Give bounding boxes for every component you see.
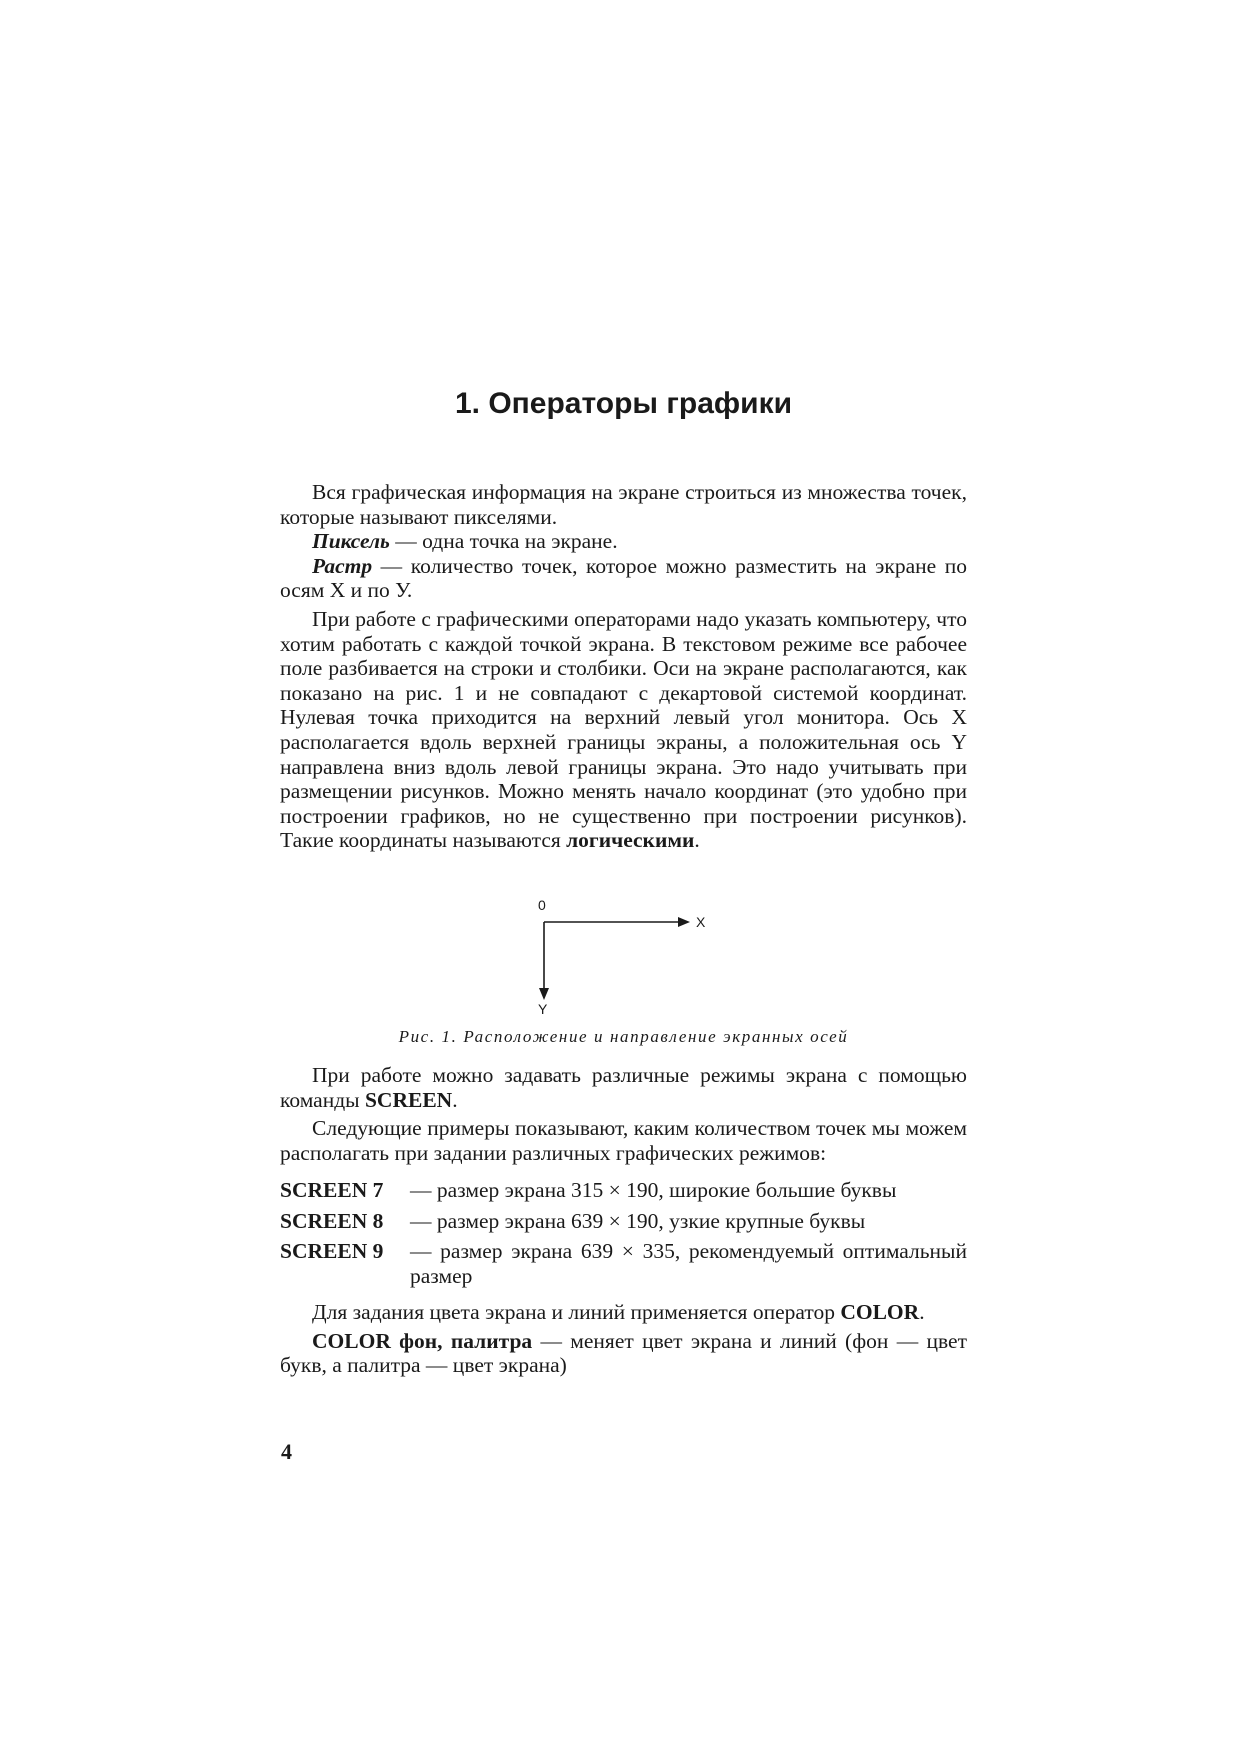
screen-intro-end: .	[452, 1087, 458, 1112]
axes-text-end: .	[694, 828, 700, 853]
axes-figure	[530, 898, 720, 1016]
origin-label: 0	[538, 897, 546, 913]
intro-paragraph: Вся графическая информация на экране строиться из множества точек, которые называют пикселями.	[280, 480, 967, 529]
screen-mode-desc: размер экрана 315 × 190, широкие большие буквы	[436, 1178, 897, 1202]
x-axis-label: X	[696, 914, 706, 930]
color-intro-end: .	[919, 1300, 925, 1324]
y-axis-arrowhead	[539, 988, 549, 1000]
screen-mode-desc: размер экрана 639 × 190, узкие крупные буквы	[436, 1208, 866, 1233]
color-intro-paragraph	[280, 1300, 967, 1325]
screen-mode-term: SCREEN 8	[280, 1208, 384, 1233]
screen-mode-item: SCREEN 9 — размер экрана 639 × 335, рекомендуемый оптимальный размер	[280, 1239, 968, 1288]
screen-intro-paragraph	[280, 1063, 967, 1112]
color-operator: COLOR	[840, 1300, 920, 1324]
screen-mode-term: SCREEN 9	[280, 1239, 384, 1264]
screen-command: SCREEN	[364, 1087, 453, 1112]
screen-mode-item: SCREEN 8 — размер экрана 639 × 190, узкие крупные буквы	[280, 1208, 866, 1233]
axes-text: При работе с графическими операторами надо указать компьютеру, что хотим работать с каждой точкой экрана. В текстовом режиме все рабочее поле разбивается на строки и столбики. Оси на экране располагаются, как показано на рис. 1 и не совпадают с декартовой системой координат. Нулевая точка приходится на верхний левый угол монитора. Ось Х располагается вдоль верхней границы экраны, а положительная ось Y направлена вниз вдоль левой границы экрана. Это надо учитывать при размещении рисунков. Можно менять начало координат (это удобно при построении графиков, но не существенно при построении рисунков). Такие координаты называются	[280, 606, 967, 853]
pixel-definition	[280, 529, 967, 554]
pixel-def-text: — одна точка на экране.	[389, 529, 618, 554]
raster-term: Растр	[312, 553, 373, 578]
raster-def-text: — количество точек, которое можно разместить на экране по осям Х и по У.	[280, 553, 967, 603]
x-axis-arrowhead	[678, 917, 690, 927]
chapter-title: 1. Операторы графики	[454, 387, 793, 420]
raster-definition	[280, 554, 967, 603]
color-intro-text: Для задания цвета экрана и линий применяется оператор	[312, 1300, 841, 1324]
intro-section	[280, 480, 967, 853]
screen-modes-list	[280, 1178, 967, 1294]
axes-diagram	[530, 898, 720, 1016]
color-syntax-desc: — меняет цвет экрана и линий (фон — цвет букв, а палитра — цвет экрана)	[280, 1328, 967, 1378]
figure-caption: Рис. 1. Расположение и направление экранных осей	[398, 1027, 849, 1046]
screen-examples-paragraph: Следующие примеры показывают, каким количеством точек мы можем располагать при задании различных графических режимов:	[280, 1116, 967, 1165]
axes-paragraph	[280, 607, 967, 853]
screen-mode-term: SCREEN 7	[280, 1178, 384, 1202]
screen-mode-desc: размер экрана 639 × 335, рекомендуемый оптимальный размер	[410, 1239, 968, 1288]
pixel-term: Пиксель	[312, 529, 390, 554]
color-syntax: COLOR фон, палитра	[312, 1328, 533, 1353]
screen-section	[280, 1063, 967, 1165]
page-number: 4	[281, 1439, 292, 1464]
color-section	[280, 1300, 967, 1378]
y-axis-label: Y	[538, 1001, 548, 1017]
logical-term: логическими	[566, 828, 695, 853]
screen-mode-item: SCREEN 7 — размер экрана 315 × 190, широкие большие буквы	[280, 1178, 897, 1202]
screen-intro-text: При работе можно задавать различные режимы экрана с помощью команды	[280, 1063, 967, 1112]
color-syntax-paragraph	[280, 1329, 967, 1378]
